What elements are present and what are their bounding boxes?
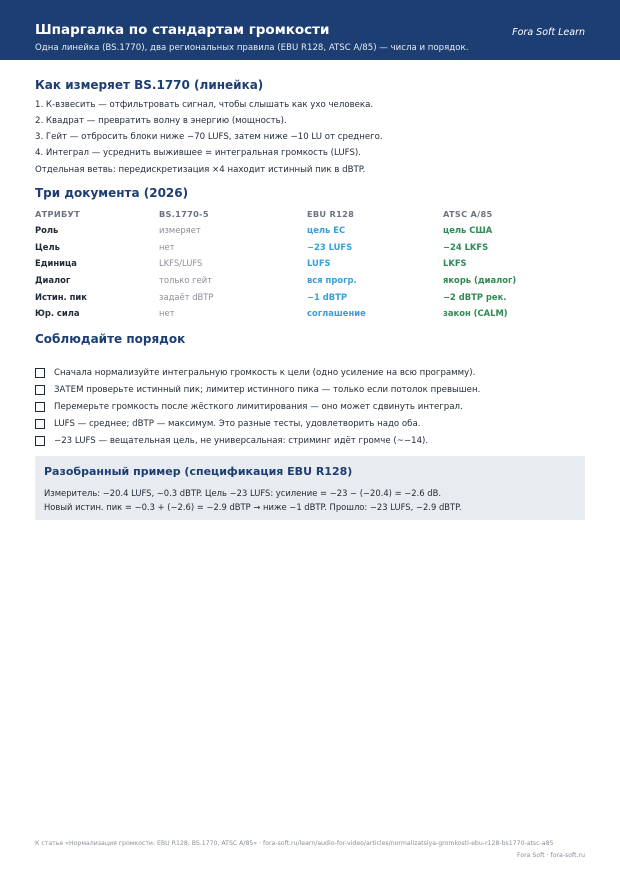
checklist-item[interactable] (35, 400, 463, 414)
table-cell: −2 dBTP рек. (443, 291, 507, 302)
checklist-item-label: Сначала нормализуйте интегральную громкость к цели (одно усиление на всю программу). (54, 368, 476, 378)
step-item: 1. К-взвесить — отфильтровать сигнал, чтобы слышать как ухо человека. (35, 100, 374, 110)
table-cell: LKFS/LUFS (159, 258, 203, 269)
table-cell: Единица (35, 258, 77, 269)
table-cell: якорь (диалог) (443, 275, 517, 286)
table-cell: закон (CALM) (443, 308, 508, 319)
step-item: 4. Интеграл — усреднить выжившее = интегральная громкость (LUFS). (35, 148, 361, 158)
page-subtitle: Одна линейка (BS.1770), два региональных правила (EBU R128, ATSC A/85) — числа и порядок. (35, 43, 469, 53)
table-cell: −23 LUFS (307, 241, 353, 252)
column-header-ebu: EBU R128 (307, 209, 355, 219)
checklist-item[interactable] (35, 383, 480, 397)
section-heading-documents: Три документа (2026) (35, 186, 189, 200)
table-cell: вся прогр. (307, 275, 357, 286)
step-item: 3. Гейт — отбросить блоки ниже −70 LUFS, затем ниже −10 LU от среднего. (35, 132, 383, 142)
step-item: 2. Квадрат — превратить волну в энергию (мощность). (35, 116, 287, 126)
table-cell: Юр. сила (35, 308, 80, 319)
table-cell: −24 LKFS (443, 241, 489, 252)
brand-label: Fora Soft Learn (512, 27, 585, 38)
table-cell: измеряет (159, 225, 201, 236)
table-cell: нет (159, 308, 175, 319)
table-cell: −1 dBTP (307, 291, 347, 302)
table-cell: задаёт dBTP (159, 291, 214, 302)
table-cell: соглашение (307, 308, 366, 319)
table-row (35, 272, 563, 289)
table-cell: цель США (443, 225, 493, 236)
column-header-bs1770: BS.1770-5 (159, 209, 209, 219)
table-cell: Истин. пик (35, 291, 87, 302)
table-cell: LUFS (307, 258, 331, 269)
table-cell: Роль (35, 225, 59, 236)
checkbox[interactable] (35, 368, 45, 378)
table-cell: только гейт (159, 275, 213, 286)
footer-brand: Fora Soft · fora-soft.ru (516, 852, 585, 859)
table-row (35, 255, 563, 272)
page-title: Шпаргалка по стандартам громкости (35, 22, 330, 38)
table-row (35, 239, 563, 256)
table-cell: Цель (35, 241, 60, 252)
table-cell: LKFS (443, 258, 467, 269)
column-header-atsc: ATSC A/85 (443, 209, 493, 219)
table-cell: нет (159, 241, 175, 252)
section-heading-measure: Как измеряет BS.1770 (линейка) (35, 78, 264, 92)
checklist-item[interactable] (35, 417, 420, 431)
table-cell: цель ЕС (307, 225, 346, 236)
worked-example-box (35, 456, 585, 520)
example-title: Разобранный пример (спецификация EBU R128) (44, 465, 353, 478)
table-cell: Диалог (35, 275, 71, 286)
standards-table (35, 206, 563, 322)
table-row (35, 305, 563, 322)
checklist-item-label: LUFS — среднее; dBTP — максимум. Это разные тесты, удовлетворить надо оба. (54, 419, 421, 429)
checkbox[interactable] (35, 402, 45, 412)
checklist-item[interactable] (35, 366, 475, 380)
checkbox[interactable] (35, 385, 45, 395)
checklist-item-label: Перемерьте громкость после жёсткого лимитирования — оно может сдвинуть интеграл. (54, 402, 463, 412)
checklist-item-label: ЗАТЕМ проверьте истинный пик; лимитер истинного пика — только если потолок превышен. (54, 385, 481, 395)
step-note: Отдельная ветвь: передискретизация ×4 находит истинный пик в dBTP. (35, 165, 366, 175)
checklist-item[interactable] (35, 434, 428, 448)
table-row (35, 222, 563, 239)
checkbox[interactable] (35, 436, 45, 446)
footer-source: К статье «Нормализация громкости: EBU R128, BS.1770, ATSC A/85» · fora-soft.ru/learn/audio-for-video/articles/normalizatsiya-gromkosti-ebu-r128-bs1770-atsc-a85 (35, 840, 554, 847)
column-header-attribute: АТРИБУТ (35, 209, 81, 219)
example-line: Измеритель: −20.4 LUFS, −0.3 dBTP. Цель −23 LUFS: усиление = −23 − (−20.4) = −2.6 dB. (44, 488, 442, 498)
table-header-row (35, 206, 563, 222)
checklist-item-label: −23 LUFS — вещательная цель, не универсальная: стриминг идёт громче (~−14). (54, 436, 429, 446)
example-line: Новый истин. пик = −0.3 + (−2.6) = −2.9 dBTP → ниже −1 dBTP. Прошло: −23 LUFS, −2.9 dBTP. (44, 502, 462, 512)
page-header (0, 0, 620, 60)
section-heading-order: Соблюдайте порядок (35, 332, 186, 346)
table-row (35, 288, 563, 305)
checkbox[interactable] (35, 419, 45, 429)
